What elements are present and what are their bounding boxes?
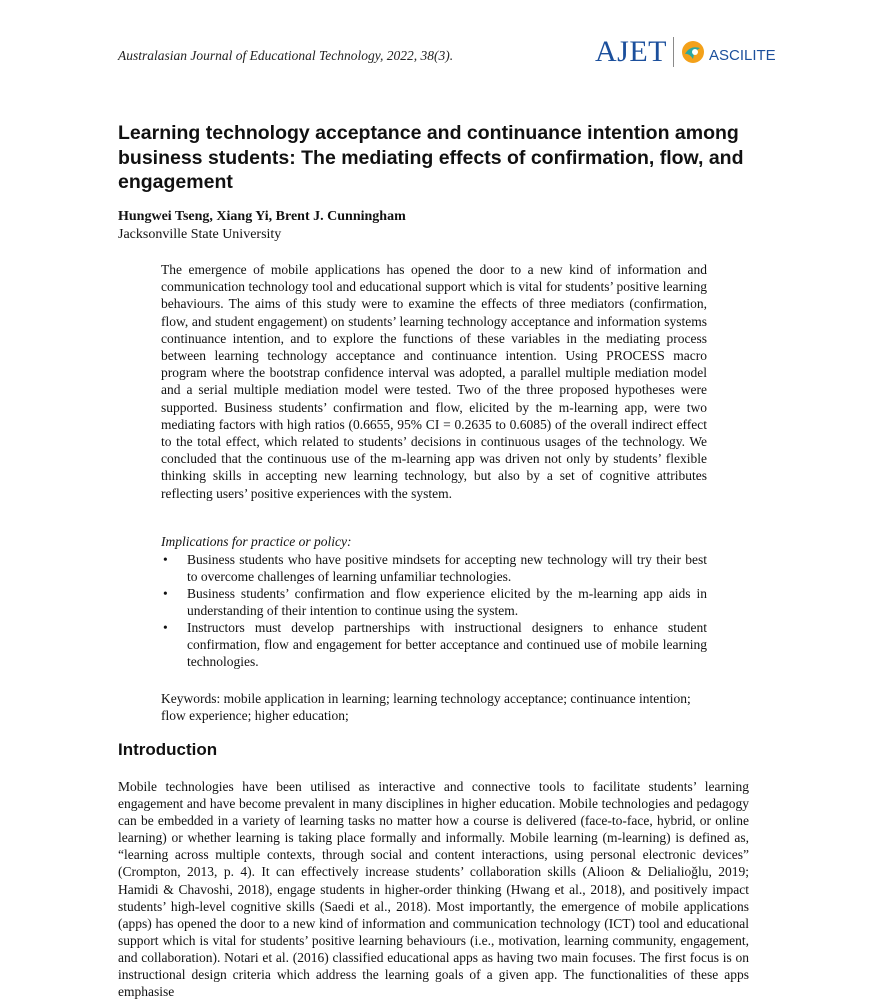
ascilite-logo-text: ASCILITE	[709, 46, 776, 64]
implication-text: Instructors must develop partnerships with instructional designers to enhance student confirmation, flow and engagement for better acceptance and continued use of mobile learning technologies.	[187, 620, 707, 669]
journal-citation: Australasian Journal of Educational Technology, 2022, 38(3).	[118, 48, 454, 63]
logo-divider	[673, 37, 674, 67]
bullet-icon: •	[163, 552, 168, 567]
article-title: Learning technology acceptance and continuance intention among business students: The mediating effects of confirmation, flow, and engagement	[118, 122, 744, 193]
article-authors: Hungwei Tseng, Xiang Yi, Brent J. Cunningham	[118, 209, 406, 224]
introduction-paragraph: Mobile technologies have been utilised as interactive and connective tools to facilitate students’ learning engagement and have become prevalent in many disciplines in higher education. Mobile technologies and pedagogy can be embedded in a variety of learning tasks no matter how a course is delivered (face-to-face, hybrid, or online learning) or whether learning is taking place formally and informally. Mobile learning (m-learning) is defined as, “learning across multiple contexts, through social and content interactions, using personal electronic devices” (Crompton, 2013, p. 4). It can effectively increase students’ collaboration skills (Alioon & Delialioğlu, 2019; Hamidi & Chavoshi, 2018), engage students in higher-order thinking (Hwang et al., 2018), and positively impact students’ high-level cognitive skills (Saedi et al., 2018). Most importantly, the emergence of mobile applications (apps) has opened the door to a new kind of information and communication technology (ICT) tool and educational support which is vital for students’ positive learning behaviours (i.e., motivation, learning community, engagement, and collaboration). Notari et al. (2016) classified educational apps as having two main focuses. The first focus is on instructional design criteria which address the learning goals of a given app. The functionalities of these apps emphasise	[118, 779, 749, 1000]
introduction-heading: Introduction	[118, 740, 218, 759]
bullet-icon: •	[163, 620, 168, 635]
implications-list	[161, 551, 707, 670]
abstract-paragraph: The emergence of mobile applications has opened the door to a new kind of information and communication technology tool and educational support which is vital for students’ positive learning behaviours. The aims of this study were to examine the effects of three mediators (confirmation, flow, and student engagement) on students’ learning technology acceptance and information systems continuance intention, and to explore the functions of these variables in the mediating process between learning technology acceptance and continuance intention. Using PROCESS macro program where the bootstrap confidence interval was adopted, a parallel multiple mediation model and a serial multiple mediation model were tested. Two of the three proposed hypotheses were supported. Business students’ confirmation and flow, elicited by the m-learning app, were two mediating factors with high ratios (0.6655, 95% CI = 0.2635 to 0.6085) of the overall indirect effect to the total effect, which related to students’ decisions in continuous usages of the technology. We concluded that the continuous use of the m-learning app was driven not only by students’ flexible thinking skills in accepting new learning technology, but also by a set of cognitive attributes reflecting users’ positive experiences with the system.	[161, 262, 707, 501]
ajet-ascilite-logo	[595, 36, 776, 68]
implication-text: Business students who have positive mindsets for accepting new technology will try their best to overcome challenges of learning unfamiliar technologies.	[187, 552, 707, 584]
ajet-logo-text: AJET	[595, 35, 667, 68]
bullet-icon: •	[163, 586, 168, 601]
implications-heading: Implications for practice or policy:	[161, 534, 352, 549]
author-affiliation: Jacksonville State University	[118, 227, 282, 242]
implication-text: Business students’ confirmation and flow experience elicited by the m-learning app aids in understanding of their intention to continue using the system.	[187, 586, 707, 618]
ascilite-swirl-icon	[680, 39, 706, 65]
implication-item	[161, 551, 707, 585]
keywords-line: Keywords: mobile application in learning; learning technology acceptance; continuance intention; flow experience; higher education;	[161, 691, 691, 723]
implication-item	[161, 619, 707, 670]
implication-item	[161, 585, 707, 619]
